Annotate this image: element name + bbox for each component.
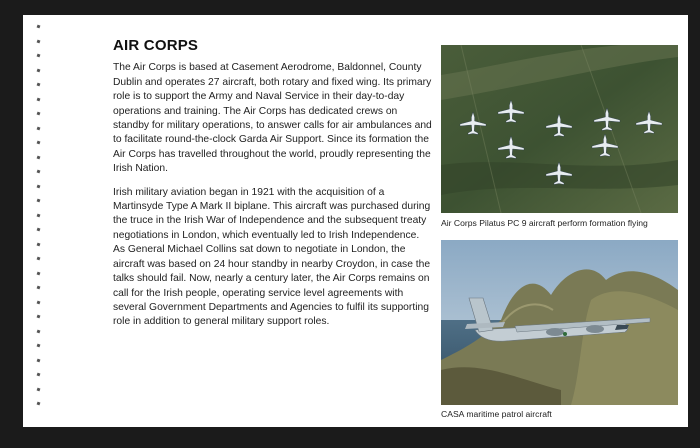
perforation-mark bbox=[37, 213, 41, 217]
page-title: AIR CORPS bbox=[113, 37, 199, 54]
photo-caption-casa: CASA maritime patrol aircraft bbox=[441, 409, 552, 419]
perforation-mark bbox=[37, 242, 41, 246]
perforation-edge bbox=[37, 25, 43, 417]
perforation-mark bbox=[37, 54, 41, 58]
perforation-mark bbox=[37, 344, 41, 348]
paragraph-intro: The Air Corps is based at Casement Aerodrome, Baldonnel, County Dublin and operates 27 aircraft, both rotary and fixed wing. Its primary role is to support the Army and Naval Service in their day-to-day operations and training. The Air Corps has dedicated crews on standby for military operations, to answer calls for air ambulances and to facilitate round-the-clock Garda Air Support. Since its formation the Air Corps has travelled throughout the world, proudly representing the Irish Nation. bbox=[113, 62, 432, 175]
perforation-mark bbox=[37, 199, 41, 203]
perforation-mark bbox=[37, 112, 41, 116]
perforation-mark bbox=[37, 286, 41, 290]
perforation-mark bbox=[37, 387, 41, 391]
perforation-mark bbox=[37, 315, 41, 319]
perforation-mark bbox=[37, 184, 41, 188]
perforation-mark bbox=[37, 373, 41, 377]
perforation-mark bbox=[37, 25, 41, 29]
perforation-mark bbox=[37, 97, 41, 101]
perforation-mark bbox=[37, 300, 41, 304]
perforation-mark bbox=[37, 155, 41, 159]
perforation-mark bbox=[37, 257, 41, 261]
photo-caption-formation: Air Corps Pilatus PC 9 aircraft perform formation flying bbox=[441, 218, 648, 228]
perforation-mark bbox=[37, 402, 41, 406]
booklet-page bbox=[23, 15, 688, 427]
casa-aircraft-photo bbox=[441, 240, 678, 405]
perforation-mark bbox=[37, 126, 41, 130]
perforation-mark bbox=[37, 141, 41, 145]
perforation-mark bbox=[37, 39, 41, 43]
perforation-mark bbox=[37, 271, 41, 275]
perforation-mark bbox=[37, 68, 41, 72]
paragraph-history: Irish military aviation began in 1921 with the acquisition of a Martinsyde Type A Mark II biplane. This aircraft was purchased during the truce in the Irish War of Independence and the subsequent treaty negotiations in London, which eventually led to Irish Independence. As General Michael Collins sat down to negotiate in London, the aircraft was based on 24 hour standby in nearby Croydon, in case the talks should fail. Now, nearly a century later, the Air Corps remains on call for the Irish people, operating service level agreements with several Government Departments and Agencies to fulfil its supporting role in addition to general military support roles. bbox=[113, 186, 431, 328]
perforation-mark bbox=[37, 170, 41, 174]
article-text bbox=[113, 39, 433, 339]
perforation-mark bbox=[37, 228, 41, 232]
formation-flying-photo bbox=[441, 45, 678, 213]
perforation-mark bbox=[37, 358, 41, 362]
perforation-mark bbox=[37, 83, 41, 87]
perforation-mark bbox=[37, 329, 41, 333]
